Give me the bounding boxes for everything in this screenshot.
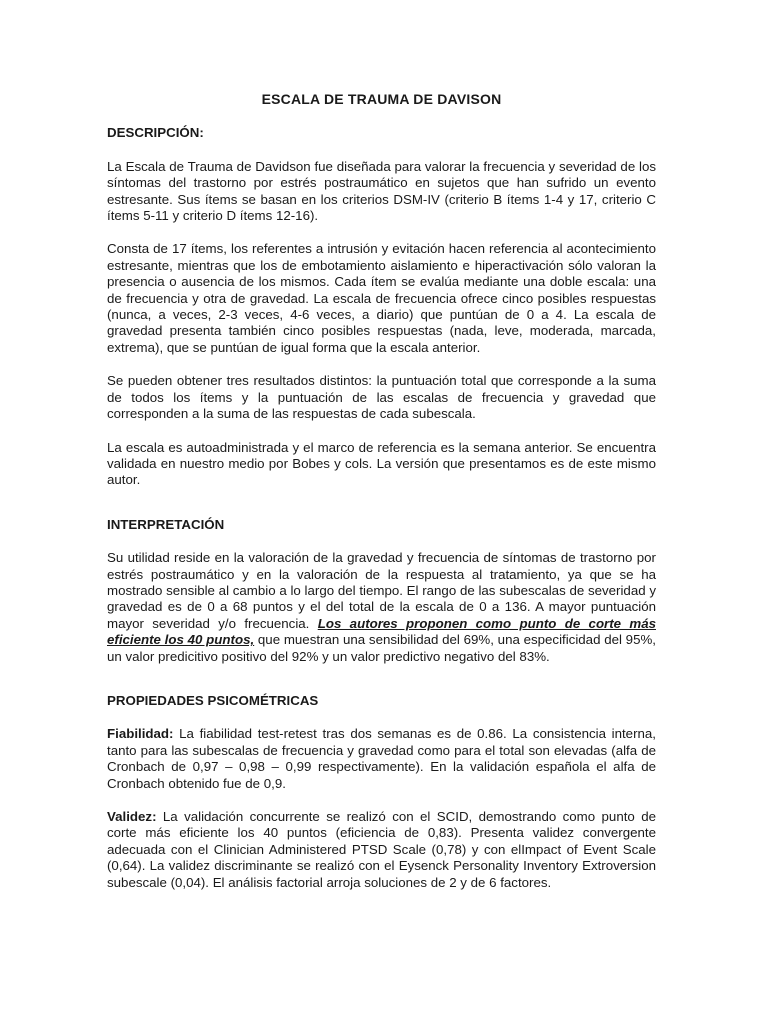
interpretacion-text: Su utilidad reside en la valoración de la gravedad y frecuencia de síntomas de trastorno por estrés postraumático y en la valoración de la respuesta al tratamiento, ya que se ha mostrado sensible al cambio a lo largo del tiempo. El rango de las subescalas de severidad y gravedad es de 0 a 68 puntos y el del total de la escala de 0 a 136. A mayor puntuación mayor severidad y/o frecuencia. [107, 550, 656, 631]
descripcion-paragraph-1: La Escala de Trauma de Davidson fue diseñada para valorar la frecuencia y severidad de los síntomas del trastorno por estrés postraumático en sujetos que han sufrido un evento estresante. Sus ítems se basan en los criterios DSM-IV (criterio B ítems 1-4 y 17, criterio C ítems 5-11 y criterio D ítems 12-16). [107, 158, 656, 224]
cutoff-emphasis: Los autores proponen como punto de corte más eficiente los 40 puntos, [107, 615, 656, 648]
interpretacion-text-continued: que muestran una sensibilidad del 69%, una especificidad del 95%, un valor predicitivo positivo del 92% y un valor predictivo negativo del 83%. [107, 632, 656, 664]
fiabilidad-label: Fiabilidad: [107, 726, 174, 742]
descripcion-paragraph-2: Consta de 17 ítems, los referentes a intrusión y evitación hacen referencia al acontecimiento estresante, mientras que los de embotamiento aislamiento e hiperactivación sólo valoran la presencia o ausencia de los mismos. Cada ítem se evalúa mediante una doble escala: una de frecuencia y otra de gravedad. La escala de frecuencia ofrece cinco posibles respuestas (nunca, a veces, 2-3 veces, 4-6 veces, a diario) que puntúan de 0 a 4. La escala de gravedad presenta también cinco posibles respuestas (nada, leve, moderada, marcada, extrema), que se puntúan de igual forma que la escala anterior. [107, 241, 656, 355]
descripcion-paragraph-3: Se pueden obtener tres resultados distintos: la puntuación total que corresponde a la suma de todos los ítems y la puntuación de las escalas de frecuencia y gravedad que corresponden a la suma de las respuestas de cada subescala. [107, 373, 656, 422]
fiabilidad-text: La fiabilidad test-retest tras dos semanas es de 0.86. La consistencia interna, tanto para las subescalas de frecuencia y gravedad como para el total son elevadas (alfa de Cronbach de 0,97 – 0,98 – 0,99 respectivamente). En la validación española el alfa de Cronbach obtenido fue de 0,9. [107, 726, 656, 791]
interpretacion-paragraph [107, 550, 656, 665]
validez-paragraph [107, 809, 656, 891]
validez-text: La validación concurrente se realizó con el SCID, demostrando como punto de corte más eficiente los 40 puntos (eficiencia de 0,83). Presenta validez convergente adecuada con el Clinician Administered PTSD Scale (0,78) y con elImpact of Event Scale (0,64). La validez discriminante se realizó con el Eysenck Personality Inventory Extroversion subescale (0,04). El análisis factorial arroja soluciones de 2 y de 6 factores. [107, 809, 656, 890]
section-heading-descripcion: DESCRIPCIÓN: [107, 125, 204, 141]
section-heading-propiedades: PROPIEDADES PSICOMÉTRICAS [107, 692, 319, 708]
descripcion-paragraph-4: La escala es autoadministrada y el marco de referencia es la semana anterior. Se encuentra validada en nuestro medio por Bobes y cols. La versión que presentamos es de este mismo autor. [107, 439, 656, 488]
validez-label: Validez: [107, 809, 157, 824]
document-title: ESCALA DE TRAUMA DE DAVISON [261, 91, 502, 107]
section-heading-interpretacion: INTERPRETACIÓN [107, 516, 225, 532]
fiabilidad-paragraph [107, 726, 656, 792]
